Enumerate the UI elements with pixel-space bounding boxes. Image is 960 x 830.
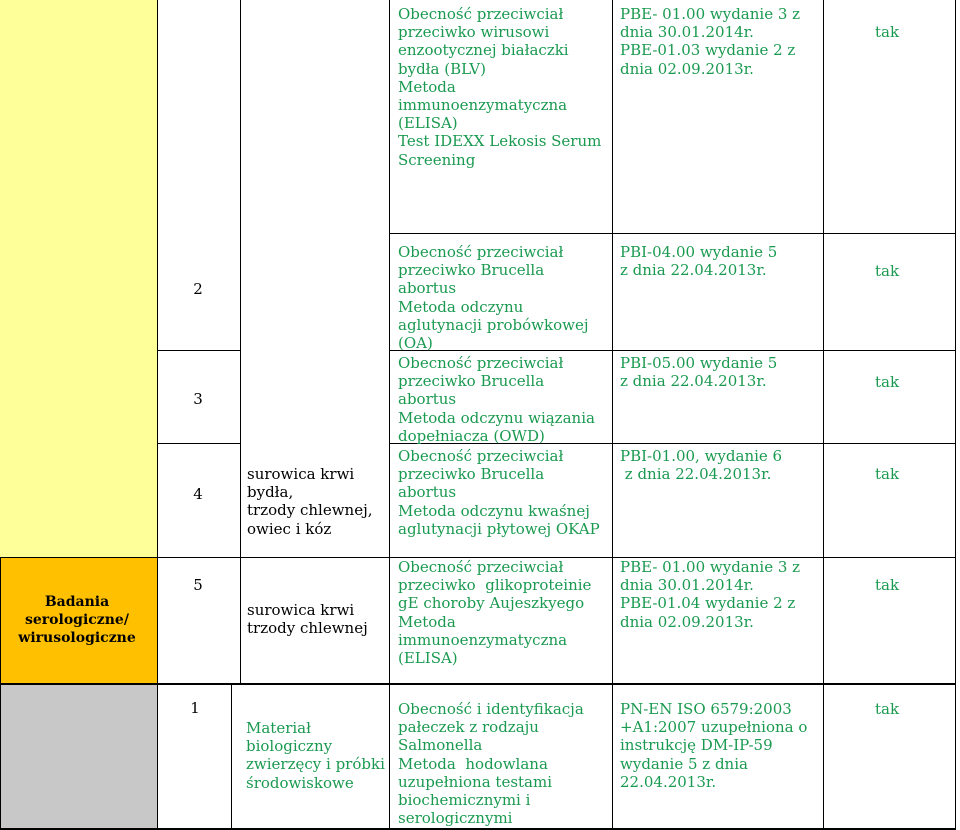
row-4-number: 4 <box>193 485 203 503</box>
row-5-number: 5 <box>193 576 203 594</box>
row-2-method: Obecność przeciwciał przeciwko Brucella abortus Metoda odczynu aglutynacji probówkowej (OA) <box>398 243 589 353</box>
row-5-flag: tak <box>875 576 900 594</box>
row-6-flag: tak <box>875 700 900 718</box>
row-4-procedure: PBI-01.00, wydanie 6 z dnia 22.04.2013r. <box>620 447 783 484</box>
row-6-material: Materiał biologiczny zwierzęcy i próbki środowiskowe <box>246 719 385 792</box>
row-2-procedure: PBI-04.00 wydanie 5 z dnia 22.04.2013r. <box>620 243 778 280</box>
row-3-number: 3 <box>193 390 203 408</box>
row-6-method: Obecność i identyfikacja pałeczek z rodzaju Salmonella Metoda hodowlana uzupełniona testami biochemicznymi i serologicznymi <box>398 700 584 828</box>
category-cell-yellow <box>0 0 157 557</box>
row-6-number: 1 <box>190 699 200 717</box>
category-cell-grey <box>0 683 157 830</box>
row-1-method: Obecność przeciwciał przeciwko wirusowi enzootycznej białaczki bydła (BLV) Metoda immunoenzymatyczna (ELISA) Test IDEXX Lekosis Serum Screening <box>398 5 602 169</box>
row-3-procedure: PBI-05.00 wydanie 5 z dnia 22.04.2013r. <box>620 354 778 391</box>
row-1-flag: tak <box>875 23 900 41</box>
row-2-number: 2 <box>193 280 203 298</box>
row-5-material: surowica krwi trzody chlewnej <box>247 601 368 638</box>
row-5-procedure: PBE- 01.00 wydanie 3 z dnia 30.01.2014r. PBE-01.04 wydanie 2 z dnia 02.09.2013r. <box>620 558 801 631</box>
row-1-procedure: PBE- 01.00 wydanie 3 z dnia 30.01.2014r. PBE-01.03 wydanie 2 z dnia 02.09.2013r. <box>620 5 801 78</box>
row-4-material: surowica krwi bydła, trzody chlewnej, owiec i kóz <box>247 465 373 538</box>
category-label: Badania serologiczne/ wirusologiczne <box>18 594 136 646</box>
row-6-procedure: PN-EN ISO 6579:2003 +A1:2007 uzupełniona o instrukcję DM-IP-59 wydanie 5 z dnia 22.04.2013r. <box>620 700 808 791</box>
row-3-flag: tak <box>875 373 900 391</box>
row-4-flag: tak <box>875 465 900 483</box>
row-5-method: Obecność przeciwciał przeciwko glikoproteinie gE choroby Aujeszkyego Metoda immunoenzymatyczna (ELISA) <box>398 558 592 668</box>
row-3-method: Obecność przeciwciał przeciwko Brucella abortus Metoda odczynu wiązania dopełniacza (OWD) <box>398 354 595 445</box>
row-4-method: Obecność przeciwciał przeciwko Brucella abortus Metoda odczynu kwaśnej aglutynacji płytowej OKAP <box>398 447 600 538</box>
row-2-flag: tak <box>875 262 900 280</box>
